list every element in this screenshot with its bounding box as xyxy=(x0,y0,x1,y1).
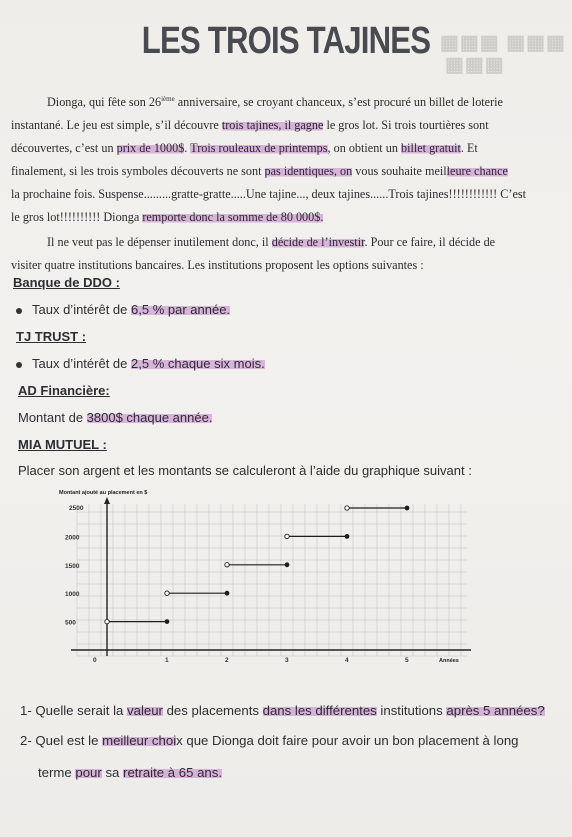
y-tick-label: 1000 xyxy=(65,591,80,599)
ddo-heading: Banque de DDO : xyxy=(13,275,120,290)
question-2: 2- Quel est le meilleur choix que Dionga doit faire pour avoir un bon placement à long xyxy=(20,733,519,748)
bleed-through-mark: ▦▦▦ ▦▦▦ xyxy=(440,32,566,54)
step-closed-point xyxy=(345,534,350,539)
step-open-point xyxy=(225,563,229,567)
x-tick-label: 3 xyxy=(285,657,289,664)
ad-heading: AD Financière: xyxy=(18,383,110,398)
y-tick-label: 2500 xyxy=(69,505,84,512)
intro-line-4: finalement, si les trois symboles découverts ne sont pas identiques, on vous souhaite meilleure chance xyxy=(11,164,508,179)
ad-amount: Montant de 3800$ chaque année. xyxy=(18,410,213,425)
bullet-icon xyxy=(16,308,22,314)
intro-line-7: Il ne veut pas le dépenser inutilement donc, il décide de l’investir. Pour ce faire, il décide de xyxy=(47,235,496,250)
step-open-point xyxy=(345,506,349,510)
tj-rate: Taux d’intérêt de 2,5 % chaque six mois. xyxy=(16,356,265,371)
x-tick-label: 2 xyxy=(225,657,229,664)
mia-heading: MIA MUTUEL : xyxy=(18,437,107,452)
step-closed-point xyxy=(285,562,290,567)
x-axis-label: Années xyxy=(439,658,459,664)
intro-line-6: le gros lot!!!!!!!!!! Dionga remporte donc la somme de 80 000$. xyxy=(11,210,324,225)
step-closed-point xyxy=(225,591,230,596)
question-1: 1- Quelle serait la valeur des placements dans les différentes institutions après 5 années? xyxy=(20,703,545,718)
intro-line-5: la prochaine fois. Suspense.........gratte-gratte.....Une tajine..., deux tajines......Trois tajines!!!!!!!!!!!! C’est xyxy=(11,187,526,202)
y-axis-arrow xyxy=(104,497,110,504)
intro-line-2: instantané. Le jeu est simple, s’il découvre trois tajines, il gagne le gros lot. Si trois tourtières sont xyxy=(11,118,489,133)
intro-line-8: visiter quatre institutions bancaires. Les institutions proposent les options suivantes : xyxy=(11,258,424,273)
x-tick-label: 0 xyxy=(93,657,97,664)
x-tick-label: 1 xyxy=(165,657,169,664)
y-tick-label: 500 xyxy=(65,619,76,627)
ddo-rate: Taux d’intérêt de 6,5 % par année. xyxy=(16,302,230,317)
step-open-point xyxy=(165,591,169,595)
y-axis-label: Montant ajouté au placement en $ xyxy=(59,490,148,496)
step-open-point xyxy=(285,534,289,538)
bullet-icon xyxy=(16,362,22,368)
mia-instruction: Placer son argent et les montants se calculeront à l’aide du graphique suivant : xyxy=(18,463,472,478)
y-tick-label: 2000 xyxy=(65,534,80,542)
step-closed-point xyxy=(405,506,410,511)
page-title: LES TROIS TAJINES xyxy=(141,20,431,62)
question-2-line-2: terme pour sa retraite à 65 ans. xyxy=(38,765,223,780)
intro-line-3: découvertes, c’est un prix de 1000$. Trois rouleaux de printemps, on obtient un billet gratuit. Et xyxy=(11,141,478,156)
y-tick-label: 1500 xyxy=(65,562,80,570)
step-closed-point xyxy=(165,619,170,624)
tj-heading: TJ TRUST : xyxy=(16,329,87,344)
step-open-point xyxy=(105,619,109,623)
mia-step-chart xyxy=(55,486,485,666)
intro-paragraph xyxy=(11,88,565,277)
intro-line-1: Dionga, qui fête son 26ième anniversaire, se croyant chanceux, s’est procuré un billet de loterie xyxy=(47,95,503,110)
x-tick-label: 4 xyxy=(345,657,349,664)
x-tick-label: 5 xyxy=(405,657,409,664)
bleed-through-mark: ▦▦▦ xyxy=(445,54,505,76)
